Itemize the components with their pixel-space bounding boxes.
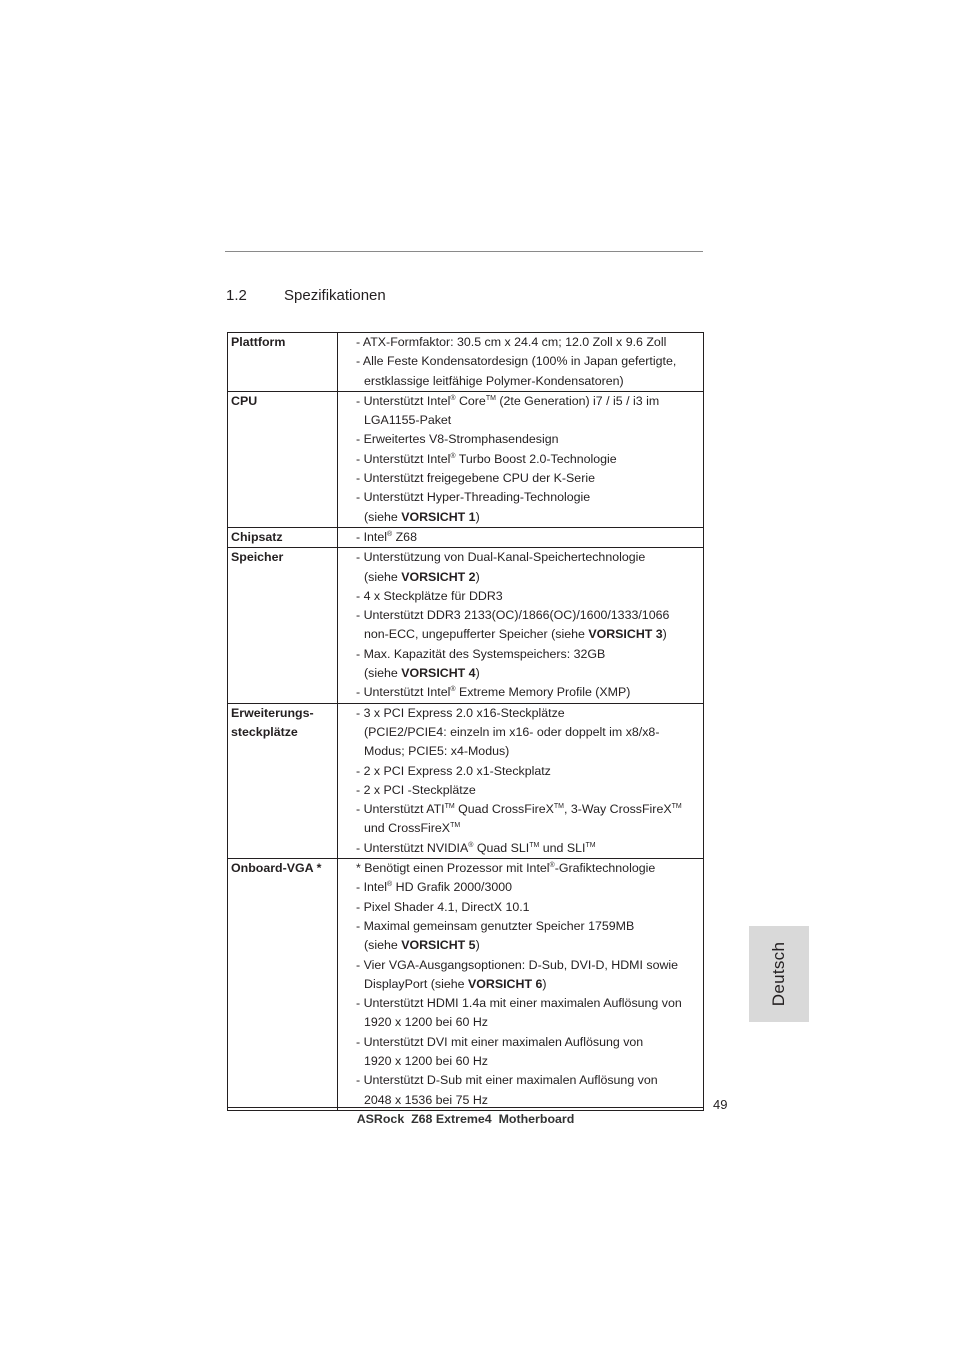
spec-text: ) xyxy=(662,627,667,642)
spec-text: - 4 x Steckplätze für DDR3 xyxy=(356,588,503,603)
spec-text: - Unterstützt ATI xyxy=(356,802,445,817)
spec-text: (siehe xyxy=(364,509,402,524)
spec-text: und CrossFireX xyxy=(364,821,451,836)
note-reference: VORSICHT 4 xyxy=(401,666,476,681)
spec-text: ) xyxy=(475,569,480,584)
trademark-mark: TM xyxy=(671,803,682,811)
spec-label-text: Erweiterungs- xyxy=(231,705,314,720)
spec-line xyxy=(356,742,703,761)
spec-line xyxy=(356,956,703,975)
spec-text: (siehe xyxy=(364,938,402,953)
top-rule xyxy=(225,251,703,252)
spec-text: - 2 x PCI -Steckplätze xyxy=(356,782,476,797)
spec-text: - 3 x PCI Express 2.0 x16-Steckplätze xyxy=(356,705,565,720)
spec-text: HD Grafik 2000/3000 xyxy=(392,880,513,895)
spec-label xyxy=(228,527,338,547)
spec-text: - Alle Feste Kondensatordesign (100% in Japan gefertigte, xyxy=(356,354,677,369)
spec-line xyxy=(356,704,703,723)
spec-line xyxy=(356,762,703,781)
trademark-mark: ® xyxy=(387,881,393,889)
spec-row xyxy=(228,333,704,392)
trademark-mark: ® xyxy=(450,394,456,402)
spec-text: - Unterstützung von Dual-Kanal-Speichertechnologie xyxy=(356,550,646,565)
note-reference: VORSICHT 3 xyxy=(588,627,663,642)
spec-values xyxy=(338,527,704,547)
spec-text: - Pixel Shader 4.1, DirectX 10.1 xyxy=(356,899,530,914)
spec-line xyxy=(356,1033,703,1052)
spec-row xyxy=(228,548,704,703)
trademark-mark: TM xyxy=(585,841,596,849)
spec-text: 1920 x 1200 bei 60 Hz xyxy=(364,1053,488,1068)
spec-values xyxy=(338,333,704,392)
spec-line xyxy=(356,878,703,897)
spec-text: - Unterstützt D-Sub mit einer maximalen Auflösung von xyxy=(356,1073,658,1088)
spec-row xyxy=(228,527,704,547)
spec-line xyxy=(356,392,703,411)
footer-product-name: ASRock Z68 Extreme4 Motherboard xyxy=(356,1112,575,1126)
spec-line xyxy=(356,1052,703,1071)
spec-text: und SLI xyxy=(539,840,586,855)
spec-text: (siehe xyxy=(364,569,402,584)
spec-line xyxy=(356,333,703,352)
spec-label xyxy=(228,548,338,703)
spec-text: - Unterstützt HDMI 1.4a mit einer maximalen Auflösung von xyxy=(356,996,682,1011)
spec-text: * Benötigt einen Prozessor mit Intel xyxy=(356,861,550,876)
spec-line xyxy=(356,994,703,1013)
trademark-mark: ® xyxy=(450,452,456,460)
spec-text: Quad CrossFireX xyxy=(454,802,554,817)
spec-line xyxy=(356,625,703,644)
spec-label-text: Speicher xyxy=(231,550,284,565)
note-reference: VORSICHT 2 xyxy=(401,569,476,584)
spec-text: 2048 x 1536 bei 75 Hz xyxy=(364,1092,488,1107)
spec-values xyxy=(338,859,704,1111)
spec-line xyxy=(356,917,703,936)
spec-row xyxy=(228,859,704,1111)
spec-row xyxy=(228,703,704,858)
spec-text: Quad SLI xyxy=(473,840,530,855)
spec-line xyxy=(356,606,703,625)
spec-row xyxy=(228,391,704,527)
spec-text: - Max. Kapazität des Systemspeichers: 32GB xyxy=(356,646,606,661)
note-reference: VORSICHT 6 xyxy=(467,976,543,991)
spec-line xyxy=(356,819,703,838)
spec-line xyxy=(356,372,703,391)
spec-line xyxy=(356,1013,703,1032)
spec-line xyxy=(356,568,703,587)
spec-label xyxy=(228,333,338,392)
spec-line xyxy=(356,430,703,449)
spec-text: - Unterstützt freigegebene CPU der K-Serie xyxy=(356,471,595,486)
spec-text: Extreme Memory Profile (XMP) xyxy=(455,685,631,700)
spec-label-text: Chipsatz xyxy=(231,529,283,544)
spec-line xyxy=(356,839,703,858)
spec-text: Turbo Boost 2.0-Technologie xyxy=(455,451,617,466)
spec-line xyxy=(356,898,703,917)
language-tab-label: Deutsch xyxy=(769,941,788,1007)
spec-line xyxy=(356,936,703,955)
spec-line xyxy=(356,664,703,683)
spec-label xyxy=(228,703,338,858)
spec-text: non-ECC, ungepufferter Speicher (siehe xyxy=(364,627,589,642)
spec-line xyxy=(356,587,703,606)
spec-text: DisplayPort (siehe xyxy=(364,976,468,991)
spec-line xyxy=(356,488,703,507)
section-number: 1.2 xyxy=(226,287,247,304)
spec-text: ) xyxy=(475,666,480,681)
spec-label xyxy=(228,859,338,1111)
spec-text: - Erweitertes V8-Stromphasendesign xyxy=(356,432,559,447)
spec-text: ) xyxy=(475,938,480,953)
spec-text: LGA1155-Paket xyxy=(364,413,452,428)
spec-table-body xyxy=(228,333,704,1111)
trademark-mark: TM xyxy=(553,803,564,811)
spec-line xyxy=(356,1071,703,1090)
footer-rule xyxy=(227,1107,704,1108)
spec-label xyxy=(228,391,338,527)
trademark-mark: ® xyxy=(387,530,393,538)
spec-text: , 3-Way CrossFireX xyxy=(563,802,672,817)
spec-line xyxy=(356,723,703,742)
spec-line xyxy=(356,450,703,469)
spec-text: - Intel xyxy=(356,529,387,544)
spec-line xyxy=(356,859,703,878)
spec-text: - Maximal gemeinsam genutzter Speicher 1759MB xyxy=(356,918,635,933)
note-reference: VORSICHT 5 xyxy=(401,938,476,953)
spec-table xyxy=(227,332,704,1111)
trademark-mark: ® xyxy=(468,841,474,849)
spec-line xyxy=(356,975,703,994)
language-tab xyxy=(749,926,809,1022)
spec-label-text: CPU xyxy=(231,393,258,408)
spec-text: ) xyxy=(475,509,480,524)
note-reference: VORSICHT 1 xyxy=(401,509,476,524)
spec-label-text: Plattform xyxy=(231,335,286,349)
spec-label-text: Onboard-VGA * xyxy=(231,861,322,876)
spec-text: - 2 x PCI Express 2.0 x1-Steckplatz xyxy=(356,763,551,778)
trademark-mark: ® xyxy=(549,862,555,870)
trademark-mark: TM xyxy=(444,803,455,811)
spec-text: -Grafiktechnologie xyxy=(554,861,656,876)
spec-line xyxy=(356,411,703,430)
spec-line xyxy=(356,683,703,702)
spec-text: Z68 xyxy=(392,529,417,544)
section-title: Spezifikationen xyxy=(284,287,386,304)
spec-text: - Unterstützt NVIDIA xyxy=(356,840,469,855)
spec-text: (PCIE2/PCIE4: einzeln im x16- oder doppelt im x8/x8- xyxy=(364,724,660,739)
spec-text: - Unterstützt DDR3 2133(OC)/1866(OC)/1600/1333/1066 xyxy=(356,608,670,623)
spec-line xyxy=(356,548,703,567)
spec-text: (siehe xyxy=(364,666,402,681)
spec-line xyxy=(356,645,703,664)
spec-values xyxy=(338,391,704,527)
page-number: 49 xyxy=(713,1097,728,1112)
spec-line xyxy=(356,781,703,800)
spec-text: (2te Generation) i7 / i5 / i3 im xyxy=(495,393,660,408)
spec-text: 1920 x 1200 bei 60 Hz xyxy=(364,1015,488,1030)
section-heading xyxy=(226,287,386,304)
spec-values xyxy=(338,548,704,703)
spec-text: Modus; PCIE5: x4-Modus) xyxy=(364,744,510,759)
spec-text: - Vier VGA-Ausgangsoptionen: D-Sub, DVI-D, HDMI sowie xyxy=(356,957,679,972)
trademark-mark: TM xyxy=(450,822,461,830)
spec-text: - ATX-Formfaktor: 30.5 cm x 24.4 cm; 12.0 Zoll x 9.6 Zoll xyxy=(356,335,667,349)
trademark-mark: TM xyxy=(485,394,496,402)
spec-line xyxy=(356,528,703,547)
spec-text: - Unterstützt Hyper-Threading-Technologie xyxy=(356,490,591,505)
spec-text: - Intel xyxy=(356,880,387,895)
trademark-mark: TM xyxy=(529,841,540,849)
spec-text: - Unterstützt Intel xyxy=(356,685,451,700)
spec-values xyxy=(338,703,704,858)
trademark-mark: ® xyxy=(450,686,456,694)
spec-text: erstklassige leitfähige Polymer-Kondensatoren) xyxy=(364,373,624,388)
spec-line xyxy=(356,469,703,488)
spec-label-text: steckplätze xyxy=(231,724,298,739)
spec-line xyxy=(356,352,703,371)
spec-text: ) xyxy=(542,976,547,991)
spec-line xyxy=(356,800,703,819)
spec-text: - Unterstützt Intel xyxy=(356,451,451,466)
spec-text: Core xyxy=(455,393,486,408)
spec-text: - Unterstützt Intel xyxy=(356,393,451,408)
spec-text: - Unterstützt DVI mit einer maximalen Auflösung von xyxy=(356,1034,644,1049)
spec-line xyxy=(356,508,703,527)
